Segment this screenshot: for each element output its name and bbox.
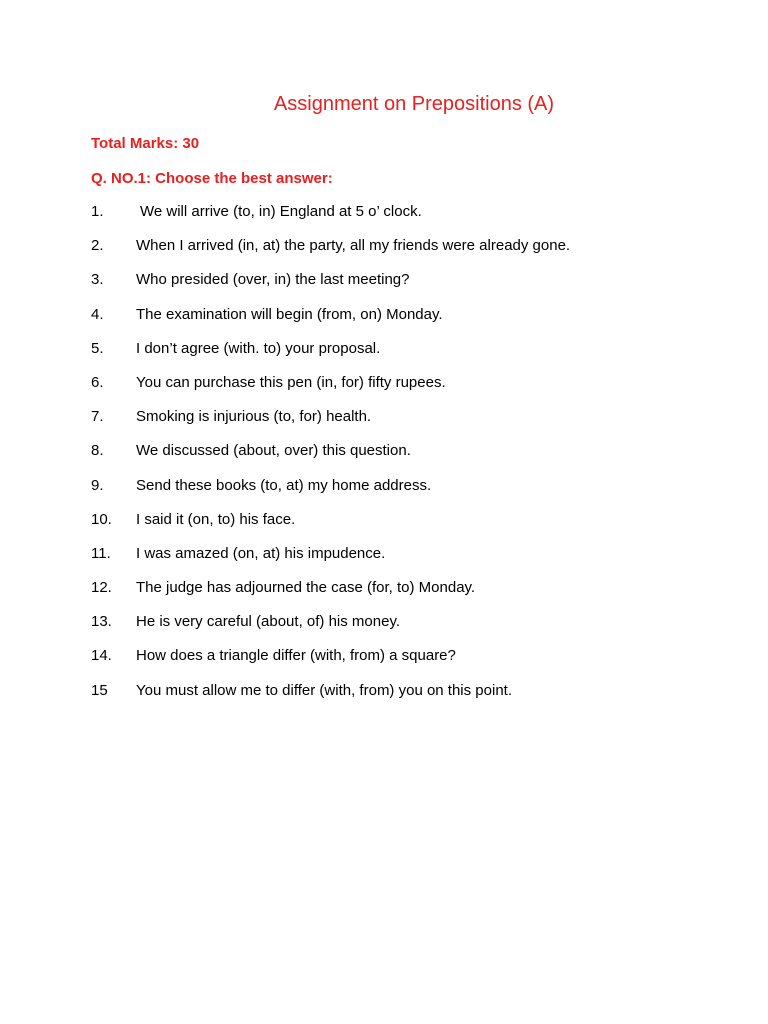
- question-heading: Q. NO.1: Choose the best answer:: [91, 170, 333, 187]
- question-number: 13.: [91, 613, 112, 631]
- question-item: [0, 442, 768, 476]
- question-text: We will arrive (to, in) England at 5 o’ clock.: [140, 203, 422, 220]
- question-item: [0, 340, 768, 374]
- question-item: [0, 408, 768, 442]
- question-number: 6.: [91, 373, 104, 391]
- question-text: He is very careful (about, of) his money.: [136, 613, 400, 631]
- question-text: When I arrived (in, at) the party, all my friends were already gone.: [136, 237, 571, 255]
- question-text: Smoking is injurious (to, for) health.: [136, 408, 372, 426]
- question-number: 8.: [91, 442, 104, 460]
- question-list: [0, 203, 768, 716]
- question-item: [0, 682, 768, 716]
- question-number: 14.: [91, 647, 112, 665]
- question-text: I said it (on, to) his face.: [136, 510, 296, 528]
- question-text: Send these books (to, at) my home address.: [136, 476, 432, 494]
- question-number: 2.: [91, 237, 104, 255]
- question-text: The examination will begin (from, on) Monday.: [136, 305, 443, 323]
- question-number: 10.: [91, 510, 112, 528]
- question-item: [0, 374, 768, 408]
- question-item: [0, 306, 768, 340]
- question-number: 9.: [91, 476, 104, 494]
- question-number: 7.: [91, 408, 104, 426]
- total-marks: Total Marks: 30: [91, 135, 200, 152]
- question-number: 15: [91, 681, 108, 699]
- question-item: [0, 511, 768, 545]
- question-item: [0, 545, 768, 579]
- question-item: [0, 613, 768, 647]
- question-item: [0, 579, 768, 613]
- question-item: [0, 647, 768, 681]
- question-number: 1.: [91, 203, 104, 220]
- question-number: 5.: [91, 339, 104, 357]
- question-text: You can purchase this pen (in, for) fifty rupees.: [136, 373, 446, 391]
- question-text: How does a triangle differ (with, from) a square?: [136, 647, 456, 665]
- question-item: [0, 477, 768, 511]
- question-text: I don’t agree (with. to) your proposal.: [136, 339, 381, 357]
- question-item: [0, 203, 768, 237]
- question-number: 12.: [91, 579, 112, 597]
- question-item: [0, 237, 768, 271]
- question-item: [0, 271, 768, 305]
- question-text: The judge has adjourned the case (for, to) Monday.: [136, 579, 476, 597]
- question-number: 4.: [91, 305, 104, 323]
- question-text: Who presided (over, in) the last meeting?: [136, 271, 410, 289]
- question-text: You must allow me to differ (with, from) you on this point.: [136, 681, 513, 699]
- question-text: We discussed (about, over) this question.: [136, 442, 411, 460]
- question-number: 11.: [91, 544, 111, 562]
- page-title: Assignment on Prepositions (A): [273, 93, 555, 115]
- question-number: 3.: [91, 271, 104, 289]
- question-text: I was amazed (on, at) his impudence.: [136, 544, 386, 562]
